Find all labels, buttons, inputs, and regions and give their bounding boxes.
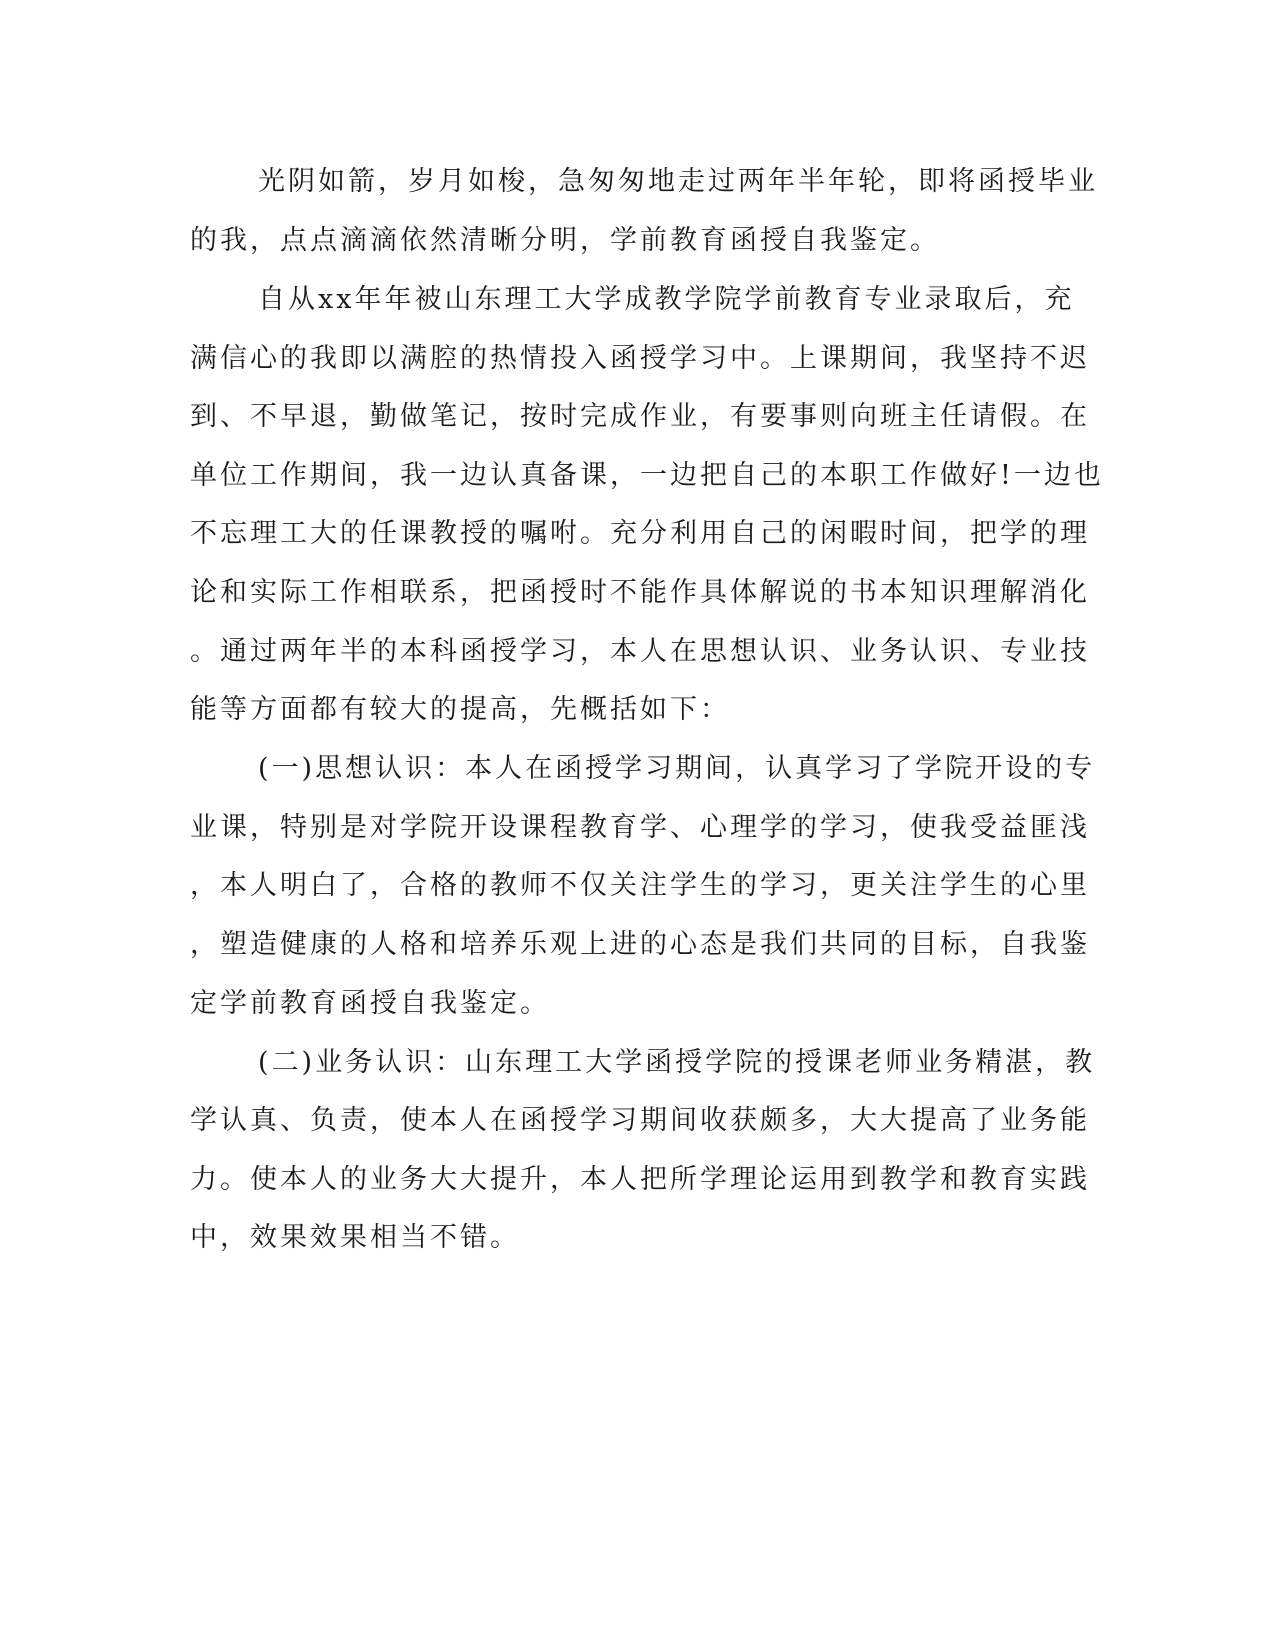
paragraph-2-line-1: 自从xx年年被山东理工大学成教学院学前教育专业录取后，充: [258, 284, 1075, 315]
paragraph-4-line-4: 中，效果效果相当不错。: [190, 1222, 520, 1253]
paragraph-1-line-1: 光阴如箭，岁月如梭，急匆匆地走过两年半年轮，即将函授毕业: [258, 166, 1098, 197]
paragraph-2-line-2: 满信心的我即以满腔的热情投入函授学习中。上课期间，我坚持不迟: [190, 343, 1090, 374]
paragraph-1-line-2: 的我，点点滴滴依然清晰分明，学前教育函授自我鉴定。: [190, 225, 940, 256]
paragraph-2-line-7: 。通过两年半的本科函授学习，本人在思想认识、业务认识、专业技: [190, 636, 1090, 667]
paragraph-2-line-6: 论和实际工作相联系，把函授时不能作具体解说的书本知识理解消化: [190, 577, 1090, 608]
paragraph-3-line-5: 定学前教育函授自我鉴定。: [190, 988, 550, 1019]
paragraph-2-line-3: 到、不早退，勤做笔记，按时完成作业，有要事则向班主任请假。在: [190, 401, 1090, 432]
paragraph-2-line-8: 能等方面都有较大的提高，先概括如下：: [190, 694, 730, 725]
paragraph-4-line-2: 学认真、负责，使本人在函授学习期间收获颇多，大大提高了业务能: [190, 1105, 1090, 1136]
paragraph-4-line-1: (二)业务认识：山东理工大学函授学院的授课老师业务精湛，教: [258, 1047, 1096, 1078]
paragraph-2-line-4: 单位工作期间，我一边认真备课，一边把自己的本职工作做好!一边也: [190, 460, 1104, 491]
paragraph-3-line-4: ，塑造健康的人格和培养乐观上进的心态是我们共同的目标，自我鉴: [190, 929, 1090, 960]
paragraph-3-line-3: ，本人明白了，合格的教师不仅关注学生的学习，更关注学生的心里: [190, 870, 1090, 901]
paragraph-2-line-5: 不忘理工大的任课教授的嘱咐。充分利用自己的闲暇时间，把学的理: [190, 518, 1090, 549]
paragraph-3-line-1: (一)思想认识：本人在函授学习期间，认真学习了学院开设的专: [258, 753, 1096, 784]
paragraph-3-line-2: 业课，特别是对学院开设课程教育学、心理学的学习，使我受益匪浅: [190, 812, 1090, 843]
paragraph-4-line-3: 力。使本人的业务大大提升，本人把所学理论运用到教学和教育实践: [190, 1164, 1090, 1195]
